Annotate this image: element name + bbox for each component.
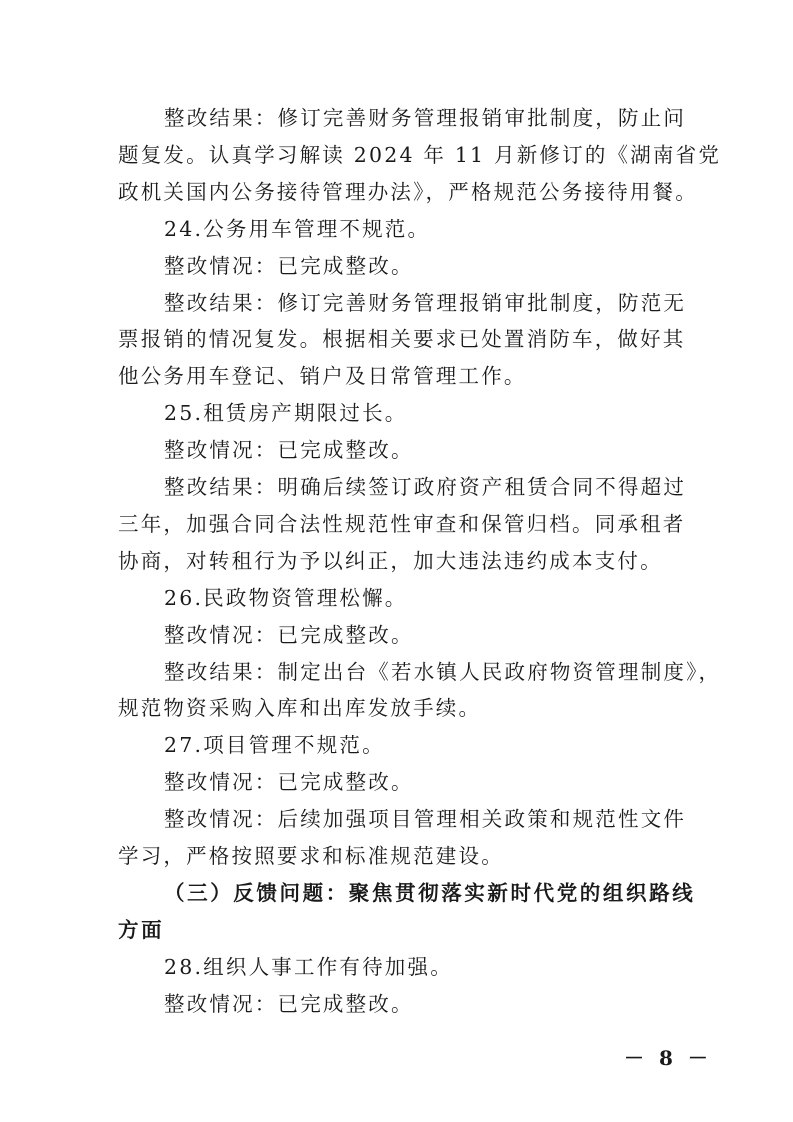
item-heading: 27.项目管理不规范。 [164, 733, 385, 757]
paragraph-line: 三年，加强合同合法性规范性审查和保管归档。同承租者 [118, 512, 686, 536]
item-heading: 26.民政物资管理松懈。 [164, 586, 408, 610]
page-number: － 8 － [624, 1046, 712, 1070]
paragraph-line: 他公务用车登记、销户及日常管理工作。 [118, 364, 527, 388]
paragraph-line: 整改情况：已完成整改。 [164, 992, 414, 1016]
paragraph-line: 整改情况：已完成整改。 [164, 623, 414, 647]
paragraph-line: 协商，对转租行为予以纠正，加大违法违约成本支付。 [118, 549, 663, 573]
paragraph-line: 政机关国内公务接待管理办法》，严格规范公务接待用餐。 [118, 180, 698, 204]
paragraph-line: 题复发。认真学习解读 2024 年 11 月新修订的《湖南省党 [118, 143, 722, 167]
paragraph-line: 整改结果：明确后续签订政府资产租赁合同不得超过 [164, 475, 687, 499]
item-heading: 24.公务用车管理不规范。 [164, 217, 431, 241]
paragraph-line: 学习，严格按照要求和标准规范建设。 [118, 844, 504, 868]
paragraph-line: 整改结果：制定出台《若水镇人民政府物资管理制度》， [164, 660, 722, 684]
paragraph-line: 整改情况：后续加强项目管理相关政策和规范性文件 [164, 807, 687, 831]
paragraph-line: 整改情况：已完成整改。 [164, 770, 414, 794]
paragraph-line: 整改结果：修订完善财务管理报销审批制度，防范无 [164, 291, 687, 315]
section-heading-continued: 方面 [118, 918, 165, 942]
section-heading: （三）反馈问题：聚焦贯彻落实新时代党的组织路线 [164, 881, 696, 905]
paragraph-line: 票报销的情况复发。根据相关要求已处置消防车，做好其 [118, 327, 686, 351]
item-heading: 28.组织人事工作有待加强。 [164, 955, 453, 979]
paragraph-line: 规范物资采购入库和出库发放手续。 [118, 696, 482, 720]
item-heading: 25.租赁房产期限过长。 [164, 401, 408, 425]
paragraph-line: 整改情况：已完成整改。 [164, 438, 414, 462]
paragraph-line: 整改情况：已完成整改。 [164, 254, 414, 278]
paragraph-line: 整改结果：修订完善财务管理报销审批制度，防止问 [164, 106, 687, 130]
